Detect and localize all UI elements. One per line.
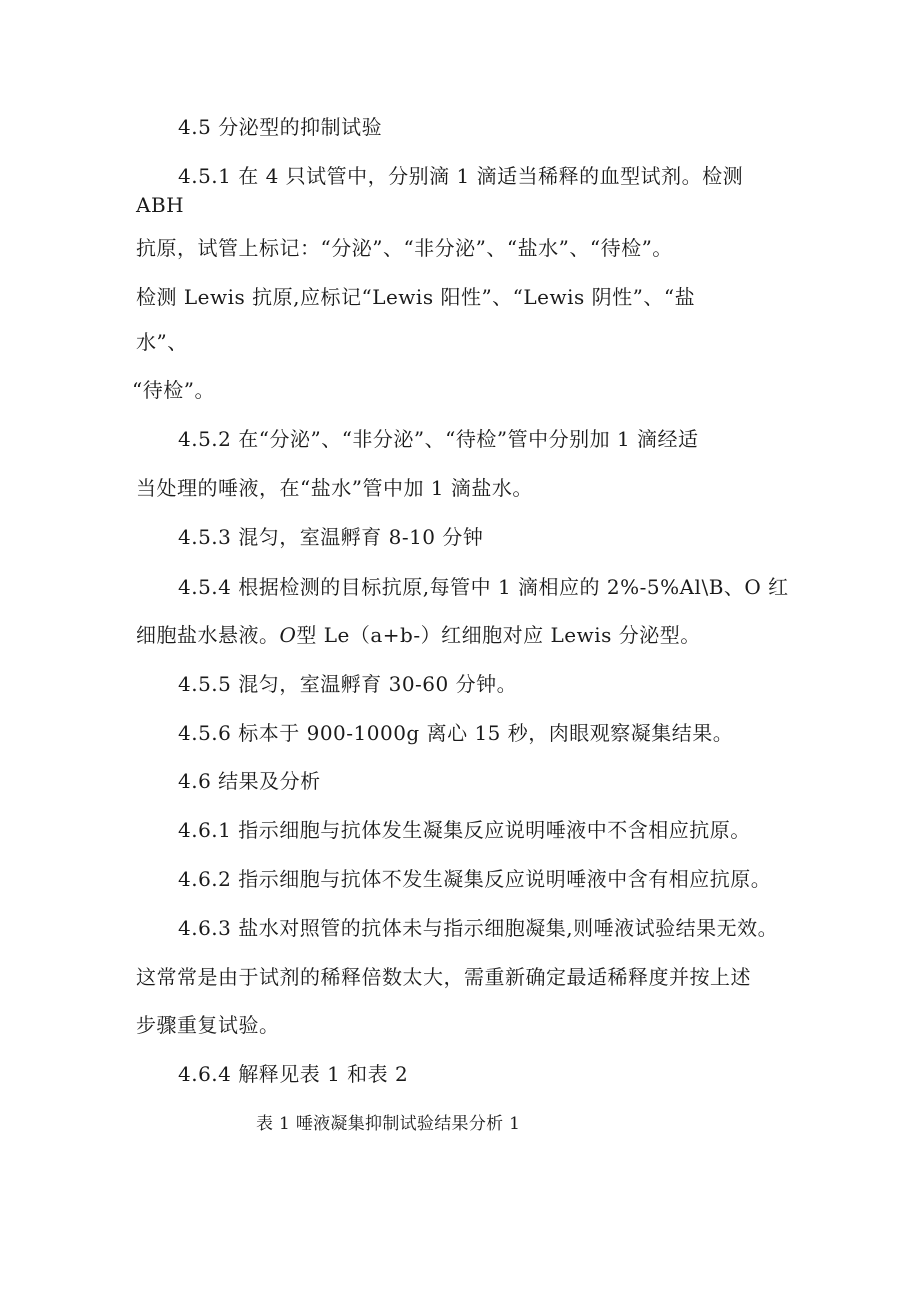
paragraph-4-5-1-line-2: ABH — [136, 193, 185, 217]
paragraph-4-5-6: 4.5.6 标本于 900-1000g 离心 15 秒，肉眼观察凝集结果。 — [178, 721, 734, 745]
paragraph-4-5-1-line-3: 抗原，试管上标记：“分泌”、“非分泌”、“盐水”、“待检”。 — [136, 236, 673, 260]
paragraph-4-5-1-line-4: 检测 Lewis 抗原,应标记“Lewis 阳性”、“Lewis 阴性”、“盐 — [136, 285, 696, 309]
paragraph-4-6-3-line-3: 步骤重复试验。 — [136, 1013, 280, 1037]
paragraph-4-5-4-line-2-end: 型 Le（a+b-）红细胞对应 Lewis 分泌型。 — [296, 623, 701, 647]
paragraph-4-6-2: 4.6.2 指示细胞与抗体不发生凝集反应说明唾液中含有相应抗原。 — [178, 867, 772, 891]
paragraph-4-6-1: 4.6.1 指示细胞与抗体发生凝集反应说明唾液中不含相应抗原。 — [178, 818, 751, 842]
section-heading-4-5: 4.5 分泌型的抑制试验 — [178, 115, 383, 139]
paragraph-4-5-1-line-5: 水”、 — [136, 330, 188, 354]
paragraph-4-5-1-line-1: 4.5.1 在 4 只试管中，分别滴 1 滴适当稀释的血型试剂。检测 — [178, 164, 744, 188]
paragraph-4-6-3-line-1: 4.6.3 盐水对照管的抗体未与指示细胞凝集,则唾液试验结果无效。 — [178, 916, 779, 940]
paragraph-4-6-4: 4.6.4 解释见表 1 和表 2 — [178, 1062, 409, 1086]
paragraph-4-5-4-line-2 — [136, 621, 701, 649]
paragraph-4-5-3: 4.5.3 混匀，室温孵育 8-10 分钟 — [178, 525, 484, 549]
section-heading-4-6: 4.6 结果及分析 — [178, 769, 321, 793]
table-caption: 表 1 唾液凝集抑制试验结果分析 1 — [256, 1114, 521, 1134]
paragraph-4-5-2-line-1: 4.5.2 在“分泌”、“非分泌”、“待检”管中分别加 1 滴经适 — [178, 427, 699, 451]
paragraph-4-5-4-line-1: 4.5.4 根据检测的目标抗原,每管中 1 滴相应的 2%-5%Al\B、O 红 — [178, 575, 789, 599]
paragraph-4-5-2-line-2: 当处理的唾液，在“盐水”管中加 1 滴盐水。 — [136, 476, 533, 500]
paragraph-4-6-3-line-2: 这常常是由于试剂的稀释倍数太大，需重新确定最适稀释度并按上述 — [136, 965, 751, 989]
paragraph-4-5-5: 4.5.5 混匀，室温孵育 30-60 分钟。 — [178, 672, 518, 696]
paragraph-4-5-4-o-type: O — [279, 623, 297, 647]
paragraph-4-5-1-line-6: “待检”。 — [132, 378, 215, 402]
paragraph-4-5-4-line-2-start: 细胞盐水悬液。 — [136, 623, 280, 647]
